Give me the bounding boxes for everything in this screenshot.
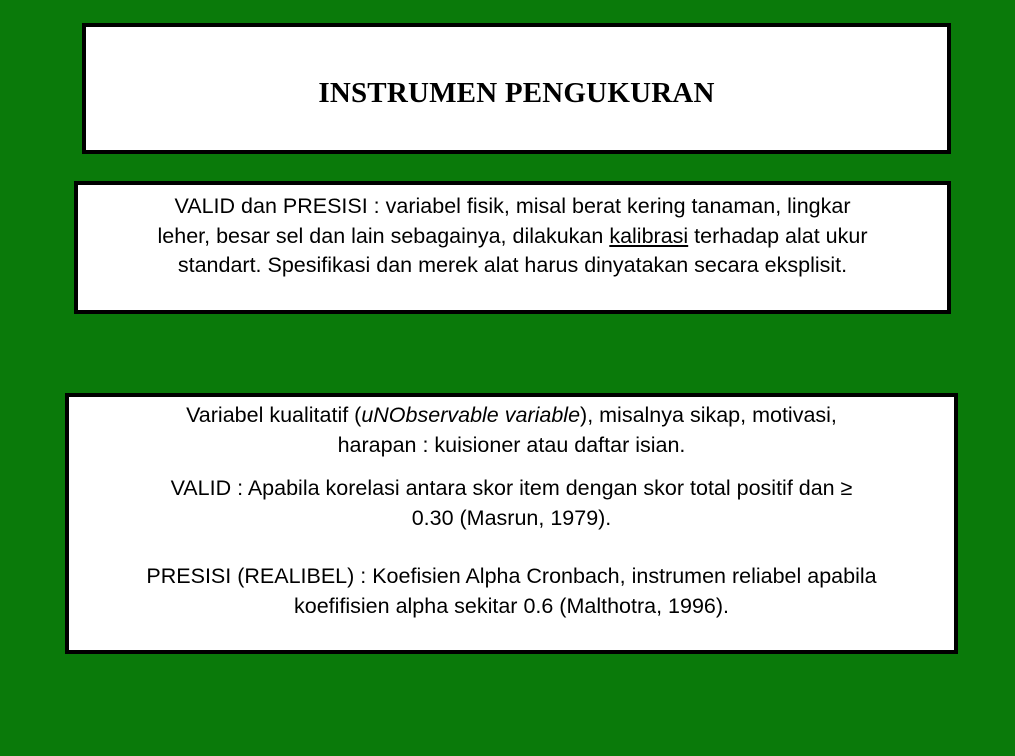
- validity-line-2: 0.30 (Masrun, 1979).: [411, 505, 612, 530]
- qualitative-line-1-end: ), misalnya sikap, motivasi,: [580, 403, 837, 427]
- title-box: [82, 23, 951, 154]
- qualitative-definition: [69, 401, 954, 460]
- reliability-criterion: [69, 562, 954, 621]
- unobservable-term: uNObservable variable: [361, 403, 581, 427]
- qualitative-line-1-start: Variabel kualitatif (: [186, 403, 362, 427]
- reliability-line-2: koefifisien alpha sekitar 0.6 (Malthotra, 1996).: [293, 593, 729, 618]
- validity-criterion: [69, 474, 954, 533]
- valid-line-1: VALID dan PRESISI : variabel fisik, misal berat kering tanaman, lingkar: [174, 194, 851, 218]
- calibration-term: kalibrasi: [609, 223, 689, 248]
- qualitative-line-2: harapan : kuisioner atau daftar isian.: [337, 432, 686, 457]
- valid-precision-text: [78, 192, 947, 281]
- qualitative-variable-box: [65, 393, 958, 654]
- reliability-line-1: PRESISI (REALIBEL) : Koefisien Alpha Cronbach, instrumen reliabel apabila: [146, 564, 877, 588]
- valid-line-2-start: leher, besar sel dan lain sebagainya, dilakukan: [157, 223, 610, 248]
- valid-line-3: standart. Spesifikasi dan merek alat harus dinyatakan secara eksplisit.: [177, 253, 848, 277]
- qualitative-line-1: [69, 401, 954, 431]
- valid-line-2-end: terhadap alat ukur: [688, 223, 868, 248]
- slide-title: INSTRUMEN PENGUKURAN: [318, 77, 715, 109]
- valid-line-2: [78, 222, 947, 252]
- valid-precision-box: [74, 181, 951, 314]
- validity-line-1: VALID : Apabila korelasi antara skor item dengan skor total positif dan ≥: [170, 476, 853, 500]
